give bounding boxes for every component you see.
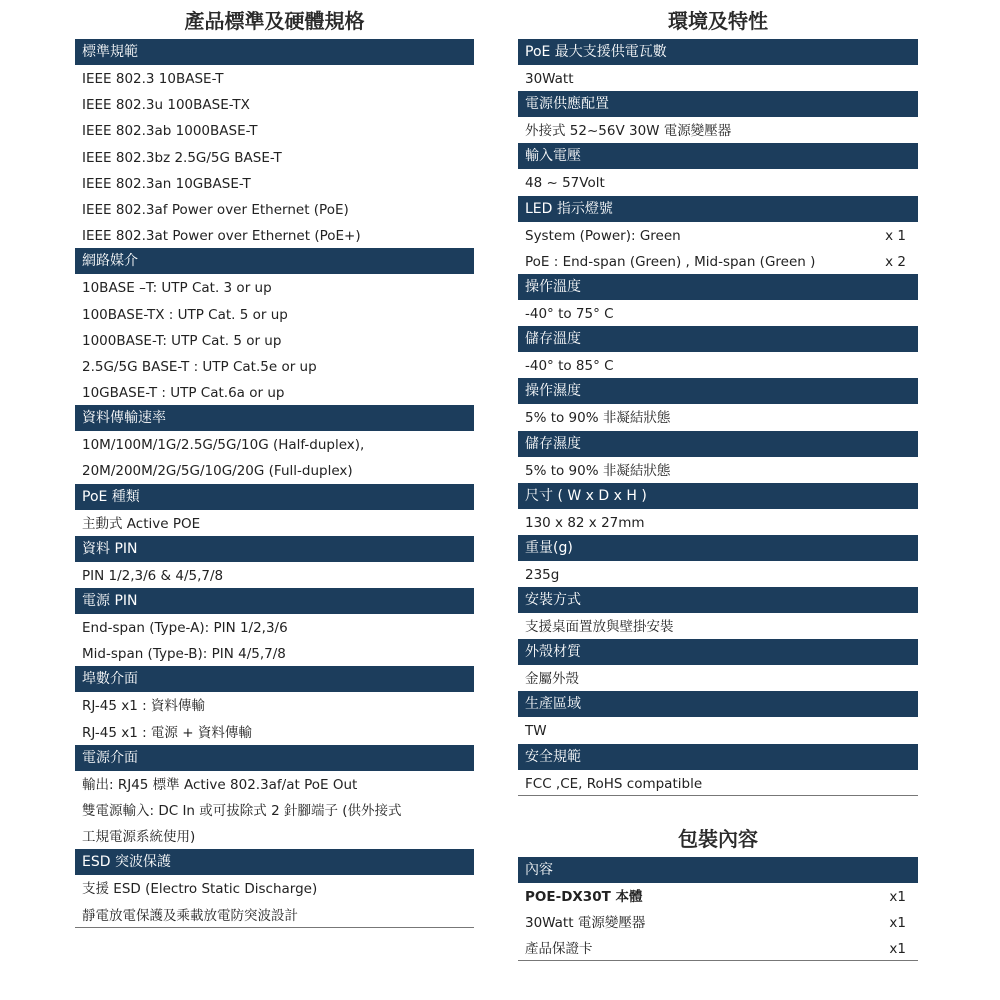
spec-text: 5% to 90% 非凝結狀態: [525, 410, 671, 427]
spec-text: RJ-45 x1 : 資料傳輸: [82, 698, 205, 715]
spec-row: [75, 510, 474, 536]
section-header: 重量(g): [518, 535, 918, 561]
spec-text: 48 ~ 57Volt: [525, 175, 605, 192]
spec-row: [75, 902, 474, 928]
package-contents-list: [518, 883, 918, 962]
spec-text: End-span (Type-A): PIN 1/2,3/6: [82, 620, 288, 636]
spec-row: [75, 614, 474, 640]
spec-row: [518, 665, 918, 691]
package-item-name: POE-DX30T 本體: [525, 888, 643, 905]
spec-row: [75, 91, 474, 117]
section-header: 電源 PIN: [75, 588, 474, 614]
spec-text: 支援桌面置放與壁掛安裝: [525, 619, 674, 636]
spec-row: [75, 144, 474, 170]
package-item-quantity: x1: [889, 915, 906, 931]
spec-row: [518, 352, 918, 378]
spec-row: [75, 379, 474, 405]
section-header: ESD 突波保護: [75, 849, 474, 875]
spec-row: [518, 613, 918, 639]
section-header: LED 指示燈號: [518, 196, 918, 222]
spec-row: [75, 457, 474, 483]
spec-row: [75, 353, 474, 379]
spec-row: [75, 65, 474, 91]
spec-text: FCC ,CE, RoHS compatible: [525, 775, 703, 792]
spec-row: [75, 771, 474, 797]
spec-text: 1000BASE-T: UTP Cat. 5 or up: [82, 332, 282, 349]
section-header: 生產區域: [518, 691, 918, 717]
spec-row: [518, 300, 918, 326]
spec-text: System (Power): Green: [525, 227, 681, 244]
spec-text: IEEE 802.3ab 1000BASE-T: [82, 123, 258, 140]
environment-spec-column: [518, 0, 918, 961]
section-header: PoE 種類: [75, 484, 474, 510]
package-contents-title: 包裝內容: [678, 826, 758, 851]
spec-text: IEEE 802.3an 10GBASE-T: [82, 175, 251, 192]
spec-row: [518, 248, 918, 274]
spec-text: 外接式 52~56V 30W 電源變壓器: [525, 123, 732, 140]
spec-text: 2.5G/5G BASE-T : UTP Cat.5e or up: [82, 358, 317, 375]
section-header: PoE 最大支援供電瓦數: [518, 39, 918, 65]
spec-text: 30Watt: [525, 71, 574, 87]
spec-row: [75, 170, 474, 196]
section-header: 安裝方式: [518, 587, 918, 613]
section-header: 尺寸 ( W x D x H ): [518, 483, 918, 509]
spec-row: [75, 222, 474, 248]
environment-spec-title: 環境及特性: [668, 9, 768, 33]
spec-row: [75, 301, 474, 327]
spec-text: IEEE 802.3af Power over Ethernet (PoE): [82, 201, 349, 218]
spec-row: [75, 562, 474, 588]
spec-quantity: x 2: [885, 253, 906, 270]
spec-row: [75, 117, 474, 143]
section-header: 網路媒介: [75, 248, 474, 274]
spec-text: PoE : End-span (Green) , Mid-span (Green ): [525, 253, 816, 270]
spec-row: [518, 404, 918, 430]
section-header: 輸入電壓: [518, 143, 918, 169]
spec-row: [75, 196, 474, 222]
spec-row: [518, 457, 918, 483]
section-header: 電源供應配置: [518, 91, 918, 117]
spec-text: TW: [525, 723, 547, 740]
section-header: 電源介面: [75, 745, 474, 771]
section-header: 安全規範: [518, 744, 918, 770]
package-item-name: 產品保證卡: [525, 941, 593, 958]
spec-text: 20M/200M/2G/5G/10G/20G (Full-duplex): [82, 463, 353, 480]
package-item: [518, 935, 918, 961]
spec-text: 主動式 Active POE: [82, 515, 201, 532]
spec-text: 輸出: RJ45 標準 Active 802.3af/at PoE Out: [82, 776, 358, 793]
spec-row: [518, 169, 918, 195]
spec-text: 支援 ESD (Electro Static Discharge): [82, 881, 318, 898]
spec-text: 雙電源輸入: DC In 或可拔除式 2 針腳端子 (供外接式: [82, 802, 402, 819]
spec-text: 235g: [525, 566, 560, 583]
spec-text: 10M/100M/1G/2.5G/5G/10G (Half-duplex),: [82, 437, 365, 454]
spec-row: [75, 719, 474, 745]
package-item-name: 30Watt 電源變壓器: [525, 915, 646, 931]
spec-text: 10BASE –T: UTP Cat. 3 or up: [82, 280, 272, 297]
environment-spec-sections: [518, 39, 918, 796]
spec-text: 靜電放電保護及乘載放電防突波設計: [82, 907, 298, 924]
spec-quantity: x 1: [885, 227, 906, 244]
spec-text: IEEE 802.3at Power over Ethernet (PoE+): [82, 228, 361, 245]
spec-row: [75, 823, 474, 849]
section-header: 操作濕度: [518, 378, 918, 404]
spec-row: [75, 327, 474, 353]
spec-text: PIN 1/2,3/6 & 4/5,7/8: [82, 567, 224, 584]
spec-row: [75, 875, 474, 901]
spec-row: [518, 770, 918, 796]
spec-text: -40° to 85° C: [525, 358, 614, 375]
spec-text: 130 x 82 x 27mm: [525, 514, 645, 531]
spec-text: 5% to 90% 非凝結狀態: [525, 462, 671, 479]
spec-row: [518, 222, 918, 248]
hardware-spec-title: 產品標準及硬體規格: [184, 9, 365, 33]
package-item: [518, 883, 918, 909]
spec-text: Mid-span (Type-B): PIN 4/5,7/8: [82, 646, 286, 663]
section-header: 資料 PIN: [75, 536, 474, 562]
hardware-spec-sections: [75, 39, 474, 928]
spec-text: 工規電源系統使用): [82, 829, 196, 846]
spec-text: IEEE 802.3u 100BASE-TX: [82, 97, 250, 114]
spec-row: [518, 65, 918, 91]
spec-row: [75, 640, 474, 666]
spec-row: [75, 274, 474, 300]
spec-text: -40° to 75° C: [525, 305, 614, 322]
spec-text: 100BASE-TX : UTP Cat. 5 or up: [82, 306, 288, 323]
spec-row: [518, 717, 918, 743]
spec-text: RJ-45 x1 : 電源 + 資料傳輸: [82, 724, 252, 741]
spec-row: [518, 561, 918, 587]
spec-row: [518, 117, 918, 143]
spec-row: [75, 692, 474, 718]
section-header: 埠數介面: [75, 666, 474, 692]
package-item: [518, 909, 918, 935]
section-header: 儲存溫度: [518, 326, 918, 352]
spec-text: 10GBASE-T : UTP Cat.6a or up: [82, 385, 285, 402]
spec-text: IEEE 802.3 10BASE-T: [82, 71, 224, 87]
spec-text: 金屬外殼: [525, 671, 579, 688]
package-item-quantity: x1: [889, 888, 906, 905]
package-contents-header: 內容: [518, 857, 918, 883]
section-header: 操作溫度: [518, 274, 918, 300]
spec-row: [75, 797, 474, 823]
hardware-spec-column: [75, 0, 474, 928]
section-header: 標準規範: [75, 39, 474, 65]
spec-row: [75, 431, 474, 457]
section-header: 資料傳輸速率: [75, 405, 474, 431]
section-header: 外殼材質: [518, 639, 918, 665]
spec-text: IEEE 802.3bz 2.5G/5G BASE-T: [82, 149, 282, 166]
spec-row: [518, 509, 918, 535]
section-header: 儲存濕度: [518, 431, 918, 457]
package-item-quantity: x1: [889, 941, 906, 958]
